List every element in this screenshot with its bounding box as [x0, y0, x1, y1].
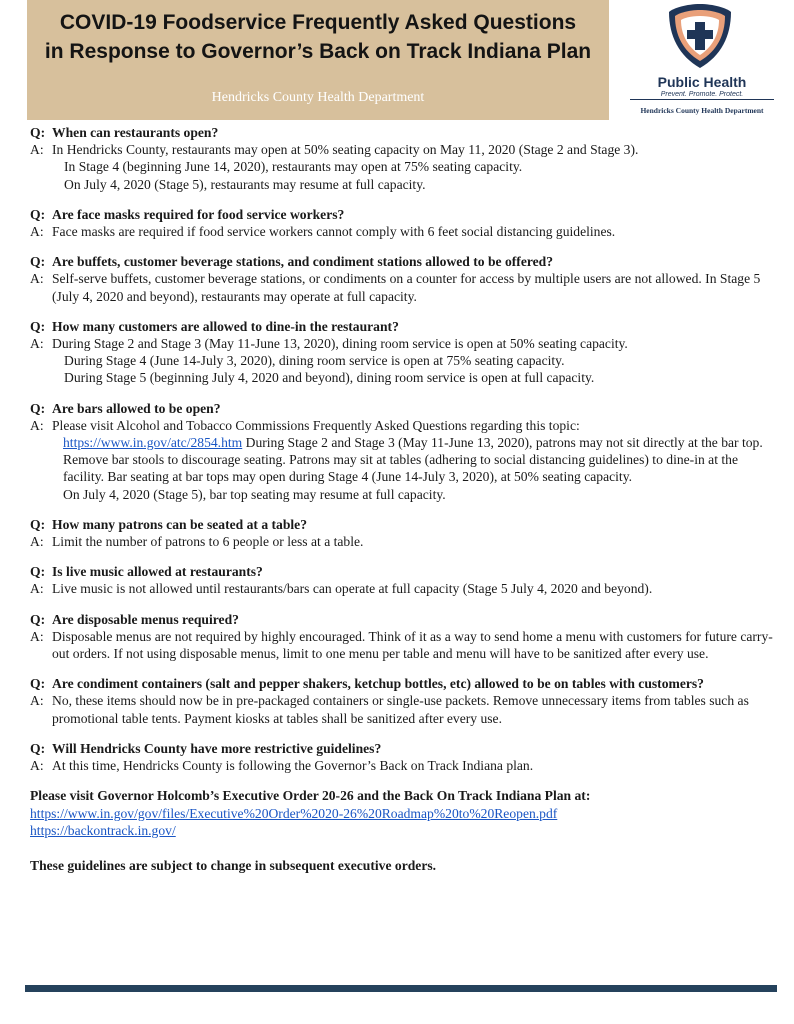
faq-item	[30, 206, 775, 240]
faq-item	[30, 611, 775, 663]
question: Q: When can restaurants open?	[30, 125, 219, 140]
question: Q: How many patrons can be seated at a table?	[30, 516, 308, 532]
answer: A: Live music is not allowed until restaurants/bars can operate at full capacity (Stage 5 July 4, 2020 and beyond).	[30, 581, 653, 597]
faq-item	[30, 318, 775, 387]
public-health-logo	[616, 0, 788, 125]
backontrack-link[interactable]: https://backontrack.in.gov/	[30, 822, 176, 838]
atc-faq-link[interactable]: https://www.in.gov/atc/2854.htm	[63, 435, 243, 451]
question: Q: Are condiment containers (salt and pepper shakers, ketchup bottles, etc) allowed to be on tables with customers?	[30, 676, 704, 692]
faq-item	[30, 124, 775, 193]
faq-item	[30, 516, 775, 550]
answer: A: In Hendricks County, restaurants may open at 50% seating capacity on May 11, 2020 (Stage 2 and Stage 3). In Stage 4 (beginning June 14, 2020), restaurants may open at 75% seating capacity. On July 4, 2020 (Stage 5), restaurants may resume at full capacity.	[30, 142, 639, 192]
question: Q: Are bars allowed to be open?	[30, 400, 221, 416]
header-department: Hendricks County Health Department	[211, 90, 425, 105]
footer-bar	[25, 985, 777, 992]
title-line-1: COVID-19 Foodservice Frequently Asked Questions	[59, 11, 577, 34]
header-banner	[27, 0, 609, 120]
title-line-2: in Response to Governor’s Back on Track Indiana Plan	[44, 40, 592, 63]
question: Q: Is live music allowed at restaurants?	[30, 564, 263, 580]
logo-divider	[630, 99, 774, 100]
answer: A: During Stage 2 and Stage 3 (May 11-June 13, 2020), dining room service is open at 50% seating capacity. During Stage 4 (June 14-July 3, 2020), dining room service is open at 75% seating capacity. During Stage 5 (beginning July 4, 2020 and beyond), dining room service is open at full capacity.	[30, 336, 628, 386]
closing-note: These guidelines are subject to change in subsequent executive orders.	[30, 857, 437, 873]
question: Q: Are disposable menus required?	[30, 611, 239, 627]
faq-content	[30, 124, 775, 874]
answer: A: Self-serve buffets, customer beverage stations, or condiments on a counter for access by multiple users are not allowed. In Stage 5 (July 4, 2020 and beyond), restaurants may operate at full capacity.	[30, 271, 761, 304]
executive-order-link[interactable]: https://www.in.gov/gov/files/Executive%20Order%2020-26%20Roadmap%20to%20Reopen.pdf	[30, 805, 558, 821]
faq-item	[30, 253, 775, 305]
answer: A: Face masks are required if food service workers cannot comply with 6 feet social distancing guidelines.	[30, 224, 616, 240]
answer: A: No, these items should now be in pre-packaged containers or single-use packets. Remove unnecessary items from tables such as promotional table tents. Payment kiosks at tables shall be sanitized after every use.	[30, 693, 749, 726]
question: Q: How many customers are allowed to dine-in the restaurant?	[30, 318, 399, 334]
faq-item	[30, 563, 775, 597]
question: Q: Are face masks required for food service workers?	[30, 206, 345, 222]
faq-item	[30, 675, 775, 727]
question: Q: Are buffets, customer beverage stations, and condiment stations allowed to be offered?	[30, 254, 554, 270]
answer: A: Limit the number of patrons to 6 people or less at a table.	[30, 534, 364, 550]
visit-note: Please visit Governor Holcomb’s Executive Order 20-26 and the Back On Track Indiana Plan at:	[30, 788, 591, 804]
logo-tagline: Prevent. Promote. Protect.	[660, 91, 744, 98]
shield-cross-icon	[665, 2, 735, 70]
page-title	[27, 8, 609, 66]
logo-department: Hendricks County Health Department	[640, 106, 764, 115]
faq-item	[30, 400, 775, 503]
logo-name: Public Health	[657, 74, 747, 90]
faq-item	[30, 740, 775, 774]
answer: A: Please visit Alcohol and Tobacco Commissions Frequently Asked Questions regarding this topic: https://www.in.gov/atc/2854.htm During Stage 2 and Stage 3 (May 11-June 13, 2020), patrons may not sit directly at the bar top. Remove bar stools to discourage seating. Patrons may sit at tables (adhering to social distancing guidelines) to dine-in at the facility. Bar seating at bar tops may open during Stage 4 (June 14-July 3, 2020), at 50% seating capacity. On July 4, 2020 (Stage 5), bar top seating may resume at full capacity.	[30, 417, 763, 502]
answer: A: Disposable menus are not required by highly encouraged. Think of it as a way to send home a menu with customers for future carry-out orders. If not using disposable menus, limit to one menu per table and menu will have to be sanitized after every use.	[30, 628, 773, 662]
question: Q: Will Hendricks County have more restrictive guidelines?	[30, 740, 382, 756]
answer: A: At this time, Hendricks County is following the Governor’s Back on Track Indiana plan.	[30, 758, 534, 774]
